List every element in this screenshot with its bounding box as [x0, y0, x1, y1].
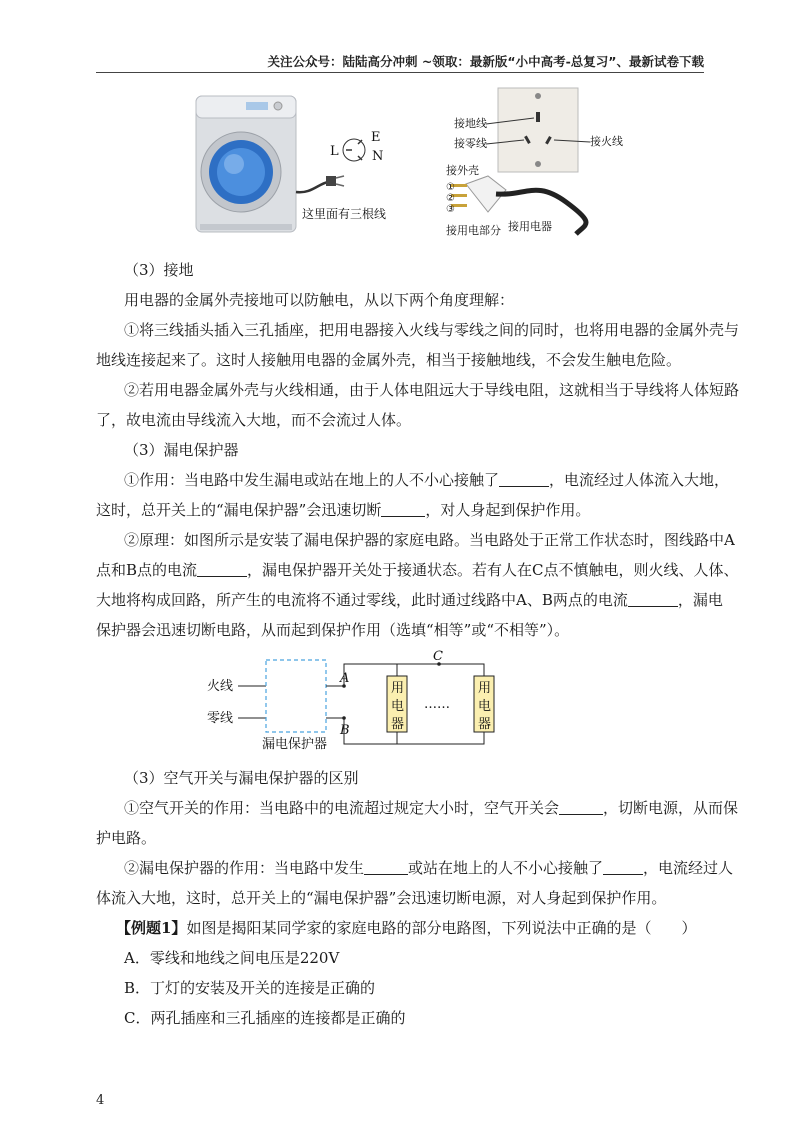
ellipsis: ……: [424, 697, 450, 712]
paragraph: ①作用：当电路中发生漏电或站在地上的人不小心接触了 ，电流经过人体流入大地，: [124, 471, 730, 489]
label-E: E: [371, 130, 381, 145]
paragraph: ②漏电保护器的作用：当电路中发生 或站在地上的人不小心接触了 ，电流经过人: [124, 859, 734, 877]
appliance-2-char: 器: [478, 717, 492, 732]
fill-blank: [197, 560, 247, 577]
label-neutral-wire: 接零线: [454, 137, 487, 150]
washing-machine-image: [196, 96, 296, 232]
label-electric-part: 接用电部分: [446, 224, 501, 237]
heading-leakage-protector: （3）漏电保护器: [124, 441, 239, 459]
label-pin1: ①: [446, 182, 455, 193]
plug-symbol-len: [330, 130, 383, 164]
appliance-2-char: 电: [478, 699, 492, 714]
label-pin3: ③: [446, 204, 455, 215]
option-b: B．丁灯的安装及开关的连接是正确的: [124, 979, 376, 997]
fill-blank: [364, 858, 408, 875]
example-text: 如图是揭阳某同学家的家庭电路的部分电路图，下列说法中正确的是（ ）: [186, 919, 697, 937]
label-case: 接外壳: [446, 164, 479, 177]
paragraph: ①将三线插头插入三孔插座，把用电器接入火线与零线之间的同时，也将用电器的金属外壳与: [124, 321, 740, 339]
fill-blank: [603, 858, 643, 875]
leakage-protector-circuit-diagram: [196, 646, 496, 756]
paragraph: 用电器的金属外壳接地可以防触电，从以下两个角度理解：: [124, 291, 515, 309]
point-C-label: C: [433, 649, 443, 664]
washer-caption: 这里面有三根线: [302, 207, 387, 221]
paragraph: 体流入大地，这时，总开关上的“漏电保护器”会迅速切断电源，对人身起到保护作用。: [96, 889, 667, 907]
point-B-label: B: [340, 723, 350, 738]
paragraph: ②若用电器金属外壳与火线相通，由于人体电阻远大于导线电阻，这就相当于导线将人体短路: [124, 381, 740, 399]
example-tag: 【例题1】: [116, 919, 187, 937]
paragraph: 这时，总开关上的“漏电保护器”会迅速切断 ，对人身起到保护作用。: [96, 501, 591, 519]
socket-image: [486, 88, 590, 172]
page-number: 4: [96, 1093, 105, 1108]
protector-label: 漏电保护器: [262, 737, 328, 752]
paragraph: 保护器会迅速切断电路，从而起到保护作用（选填“相等”或“不相等”）。: [96, 621, 570, 639]
live-wire-label: 火线: [207, 679, 234, 694]
neutral-wire-label: 零线: [207, 711, 234, 726]
fill-blank: [628, 590, 678, 607]
appliance-1-char: 器: [391, 717, 405, 732]
label-pin2: ②: [446, 193, 455, 204]
heading-difference: （3）空气开关与漏电保护器的区别: [124, 769, 359, 787]
example-question: [116, 913, 724, 943]
appliance-2-char: 用: [478, 681, 492, 696]
paragraph: ②原理：如图所示是安装了漏电保护器的家庭电路。当电路处于正常工作状态时，图线路中A: [124, 531, 735, 549]
option-c: C．两孔插座和三孔插座的连接都是正确的: [124, 1009, 406, 1027]
label-L: L: [330, 144, 339, 159]
label-N: N: [372, 149, 384, 164]
label-ground-wire: 接地线: [454, 117, 487, 130]
leakage-protector-box: [266, 660, 326, 732]
appliance-1-char: 电: [391, 699, 405, 714]
paragraph: 大地将构成回路，所产生的电流将不通过零线，此时通过线路中A、B两点的电流 ，漏电: [96, 591, 723, 609]
point-A-label: A: [340, 671, 350, 686]
paragraph: 点和B点的电流 ，漏电保护器开关处于接通状态。若有人在C点不慎触电，则火线、人体、: [96, 561, 739, 579]
figure-washer-and-socket: [96, 84, 704, 244]
fill-blank: [499, 470, 549, 487]
fill-blank: [381, 500, 425, 517]
header-rule: [96, 72, 704, 73]
paragraph: 护电路。: [96, 829, 157, 847]
fill-blank: [559, 798, 603, 815]
paragraph: ①空气开关的作用：当电路中的电流超过规定大小时，空气开关会 ，切断电源，从而保: [124, 799, 739, 817]
heading-grounding: （3）接地: [124, 261, 194, 279]
paragraph: 地线连接起来了。这时人接触用电器的金属外壳，相当于接触地线，不会发生触电危险。: [96, 351, 682, 369]
option-a: A．零线和地线之间电压是220V: [124, 949, 340, 967]
appliance-1-char: 用: [391, 681, 405, 696]
paragraph: 了，故电流由导线流入大地，而不会流过人体。: [96, 411, 412, 429]
label-appliance: 接用电器: [508, 220, 552, 233]
label-live-wire: 接火线: [590, 135, 623, 148]
page-header: 关注公众号：陆陆高分冲刺 ~领取：最新版“小中高考-总复习”、最新试卷下载: [267, 54, 704, 69]
